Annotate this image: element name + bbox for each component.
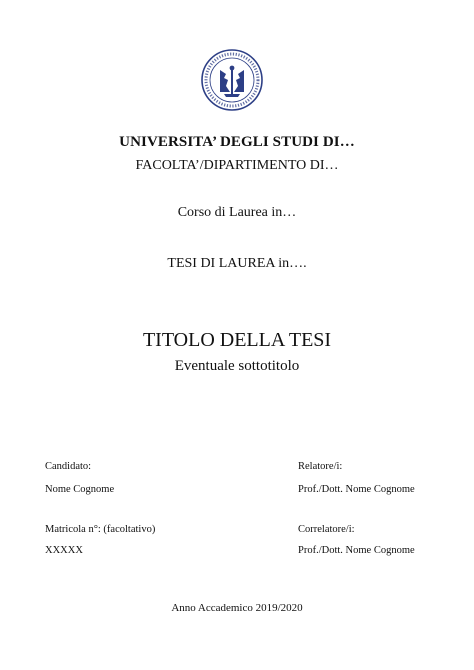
correlatore-name: Prof./Dott. Nome Cognome (298, 545, 415, 556)
candidate-label: Candidato: (45, 461, 92, 472)
faculty-name: FACOLTA’/DIPARTIMENTO DI… (135, 158, 339, 173)
matricola-value: XXXXX (45, 545, 83, 556)
degree-course: Corso di Laurea in… (177, 205, 297, 220)
university-seal-icon (200, 48, 264, 112)
thesis-subtitle: Eventuale sottotitolo (174, 358, 300, 374)
university-name: UNIVERSITA’ DEGLI STUDI DI… (119, 134, 355, 150)
matricola-label: Matricola n°: (facoltativo) (45, 524, 156, 535)
academic-year: Anno Accademico 2019/2020 (171, 602, 303, 614)
thesis-type: TESI DI LAUREA in…. (167, 256, 307, 271)
relatore-label: Relatore/i: (298, 461, 343, 472)
candidate-name: Nome Cognome (45, 484, 115, 495)
relatore-name: Prof./Dott. Nome Cognome (298, 484, 415, 495)
correlatore-label: Correlatore/i: (298, 524, 355, 535)
thesis-title: TITOLO DELLA TESI (142, 329, 332, 351)
